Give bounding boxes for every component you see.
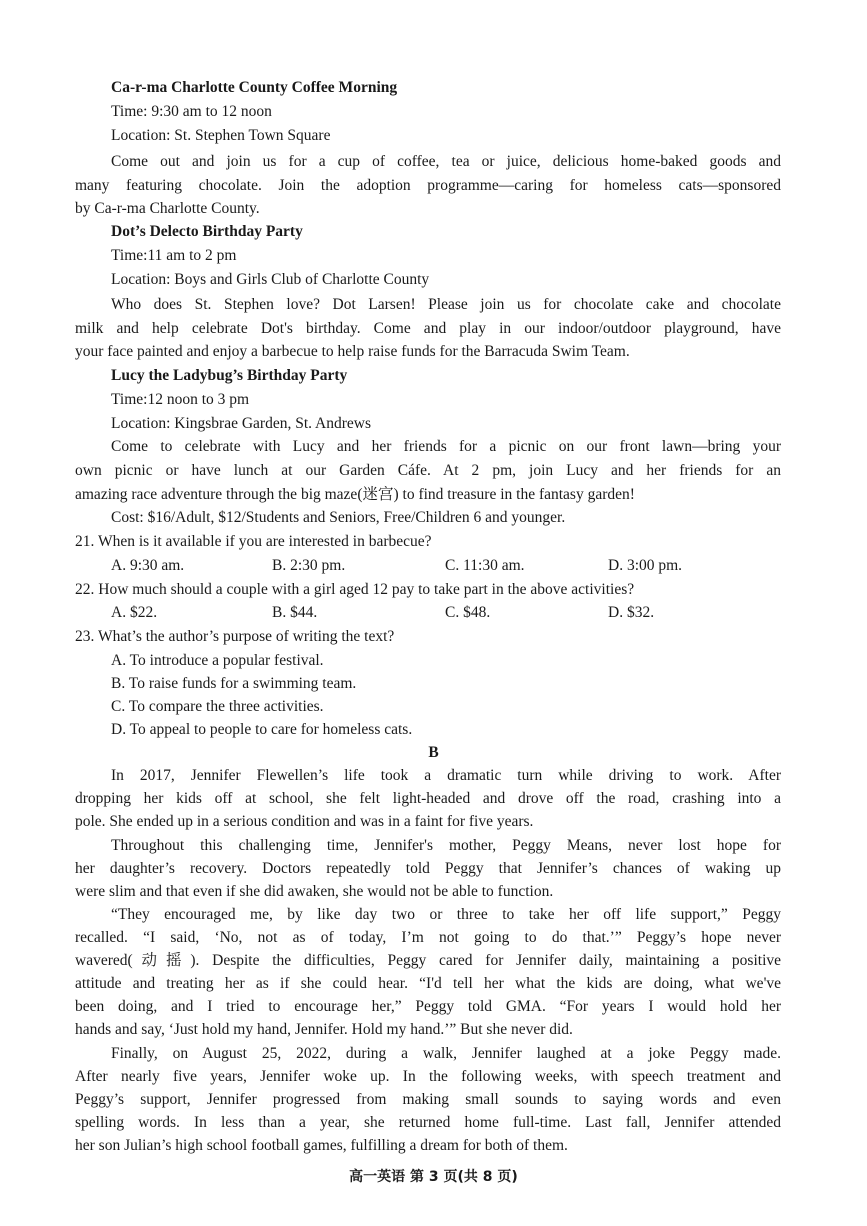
- passage-line: attitude and treating her as if she could hear. “I'd tell her what the kids are doing, what we've: [75, 975, 781, 992]
- event3-desc-line: own picnic or have lunch at our Garden Cáfe. At 2 pm, join Lucy and her friends for an: [75, 462, 781, 479]
- passage-line: recalled. “I said, ‘No, not as of today, I’m not going to do that.’” Peggy’s hope never: [75, 929, 781, 946]
- question-22-option-b: B. $44.: [272, 604, 318, 621]
- passage-line: dropping her kids off at school, she felt light-headed and drove off the road, crashing into a: [75, 790, 781, 807]
- passage-line: her daughter’s recovery. Doctors repeatedly told Peggy that Jennifer’s chances of waking up: [75, 860, 781, 877]
- event1-location: Location: St. Stephen Town Square: [111, 127, 331, 144]
- event2-desc-line: Who does St. Stephen love? Dot Larsen! Please join us for chocolate cake and chocolate: [111, 296, 781, 313]
- section-b-heading: B: [428, 744, 439, 761]
- passage-line: been doing, and I tried to encourage her,” Peggy told GMA. “For years I would hold her: [75, 998, 781, 1015]
- event2-time: Time:11 am to 2 pm: [111, 247, 237, 264]
- passage-line: In 2017, Jennifer Flewellen’s life took a dramatic turn while driving to work. After: [111, 767, 781, 784]
- question-23-stem: 23. What’s the author’s purpose of writing the text?: [75, 628, 395, 645]
- question-23-option-a: A. To introduce a popular festival.: [111, 652, 324, 669]
- question-21-stem: 21. When is it available if you are interested in barbecue?: [75, 533, 432, 550]
- question-23-option-d: D. To appeal to people to care for homeless cats.: [111, 721, 413, 738]
- question-22-option-d: D. $32.: [608, 604, 655, 621]
- question-23-option-c: C. To compare the three activities.: [111, 698, 324, 715]
- question-21-option-b: B. 2:30 pm.: [272, 557, 346, 574]
- passage-line: “They encouraged me, by like day two or three to take her off life support,” Peggy: [111, 906, 781, 923]
- passage-line: wavered(动摇). Despite the difficulties, Peggy cared for Jennifer daily, maintaining a positive: [75, 952, 781, 969]
- event3-desc-line: amazing race adventure through the big maze(迷宫) to find treasure in the fantasy garden!: [75, 486, 635, 503]
- passage-line: Throughout this challenging time, Jennifer's mother, Peggy Means, never lost hope for: [111, 837, 781, 854]
- event1-desc-line: by Ca-r-ma Charlotte County.: [75, 200, 260, 217]
- event3-title: Lucy the Ladybug’s Birthday Party: [111, 367, 348, 384]
- event3-cost: Cost: $16/Adult, $12/Students and Seniors, Free/Children 6 and younger.: [111, 509, 566, 526]
- question-22-option-a: A. $22.: [111, 604, 158, 621]
- event2-desc-line: your face painted and enjoy a barbecue to help raise funds for the Barracuda Swim Team.: [75, 343, 630, 360]
- event2-location: Location: Boys and Girls Club of Charlotte County: [111, 271, 430, 288]
- event1-title: Ca-r-ma Charlotte County Coffee Morning: [111, 79, 398, 96]
- passage-line: pole. She ended up in a serious condition and was in a faint for five years.: [75, 813, 534, 830]
- event2-title: Dot’s Delecto Birthday Party: [111, 223, 303, 240]
- event1-desc-line: Come out and join us for a cup of coffee, tea or juice, delicious home-baked goods and: [111, 153, 781, 170]
- passage-line: Peggy’s support, Jennifer progressed from making small sounds to saying words and even: [75, 1091, 781, 1108]
- passage-line: After nearly five years, Jennifer woke up. In the following weeks, with speech treatment and: [75, 1068, 781, 1085]
- question-21-option-a: A. 9:30 am.: [111, 557, 185, 574]
- event3-location: Location: Kingsbrae Garden, St. Andrews: [111, 415, 371, 432]
- event3-desc-line: Come to celebrate with Lucy and her friends for a picnic on our front lawn—bring your: [111, 438, 781, 455]
- question-21-option-c: C. 11:30 am.: [445, 557, 525, 574]
- event1-desc-line: many featuring chocolate. Join the adoption programme—caring for homeless cats—sponsored: [75, 177, 781, 194]
- question-22-stem: 22. How much should a couple with a girl aged 12 pay to take part in the above activities?: [75, 581, 635, 598]
- passage-line: spelling words. In less than a year, she returned home full-time. Last fall, Jennifer attended: [75, 1114, 781, 1131]
- page-footer: 高一英语 第 3 页(共 8 页): [349, 1169, 518, 1185]
- question-21-option-d: D. 3:00 pm.: [608, 557, 683, 574]
- passage-line: her son Julian’s high school football games, fulfilling a dream for both of them.: [75, 1137, 568, 1154]
- event3-time: Time:12 noon to 3 pm: [111, 391, 250, 408]
- passage-line: Finally, on August 25, 2022, during a walk, Jennifer laughed at a joke Peggy made.: [111, 1045, 781, 1062]
- passage-line: hands and say, ‘Just hold my hand, Jennifer. Hold my hand.’” But she never did.: [75, 1021, 573, 1038]
- event2-desc-line: milk and help celebrate Dot's birthday. Come and play in our indoor/outdoor playground, have: [75, 320, 781, 337]
- question-23-option-b: B. To raise funds for a swimming team.: [111, 675, 357, 692]
- event1-time: Time: 9:30 am to 12 noon: [111, 103, 272, 120]
- passage-line: were slim and that even if she did awaken, she would not be able to function.: [75, 883, 554, 900]
- question-22-option-c: C. $48.: [445, 604, 491, 621]
